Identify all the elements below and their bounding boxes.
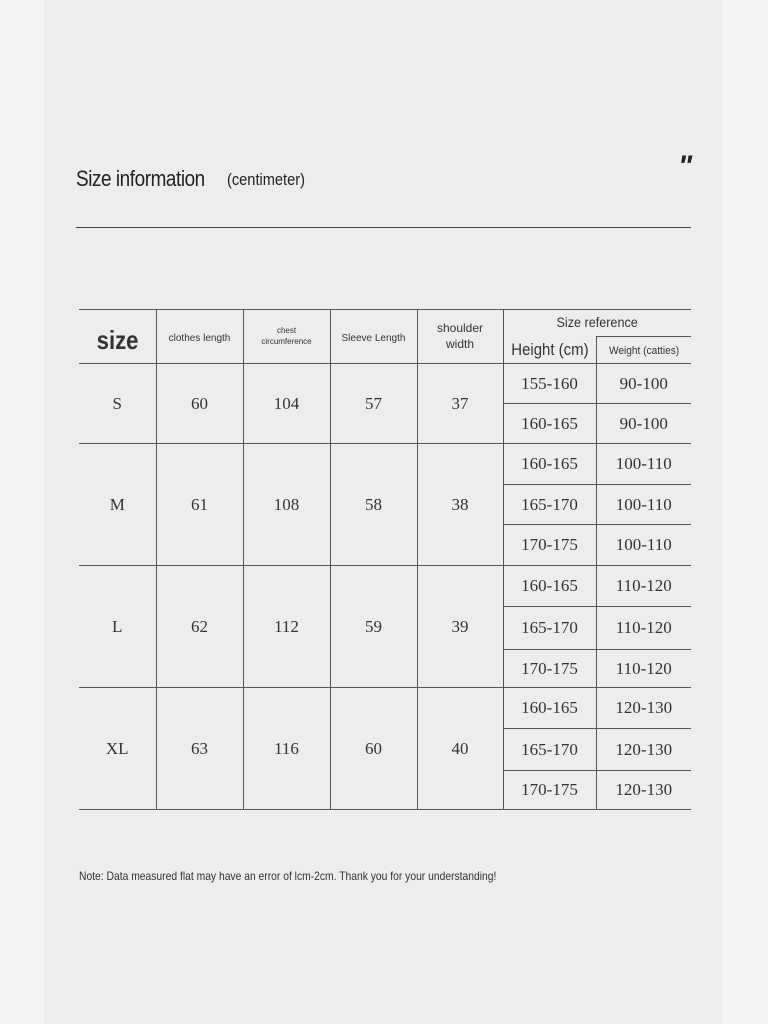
height-cell [503,566,596,607]
weight-cell [596,650,691,688]
weight-cell [596,771,691,810]
sleeve-cell [330,364,417,444]
shoulder-value: 40 [451,738,469,758]
weight-cell [596,729,691,771]
chest-value: 112 [274,616,299,636]
shoulder-value: 38 [451,494,469,514]
header-row-top [79,310,691,337]
sleeve-value: 60 [365,738,382,758]
clothes-length-cell [156,688,243,810]
chest-value: 108 [273,494,300,514]
size-value: L [112,616,123,636]
clothes-length-cell [156,566,243,688]
height-cell [503,525,596,566]
height-value: 160-165 [521,576,578,595]
height-cell [503,650,596,688]
weight-cell [596,404,691,444]
sleeve-cell [330,566,417,688]
height-cell [503,404,596,444]
weight-cell [596,525,691,566]
height-value: 160-165 [521,698,578,717]
weight-cell [596,607,691,650]
header-shoulder-cell [417,310,503,364]
weight-cell [596,444,691,485]
header-sleeve-cell [330,310,417,364]
header-shoulder-label: shoulder width [436,321,484,351]
chest-cell [243,566,330,688]
header-clothes-length-label: clothes length [168,332,231,344]
shoulder-value: 39 [451,616,469,636]
size-cell [79,444,156,566]
clothes-length-cell [156,364,243,444]
header-chest-label: chest circumference [261,325,312,346]
height-value: 160-165 [521,413,578,433]
shoulder-value: 37 [451,393,469,413]
sleeve-value: 58 [365,494,382,514]
header-reference-label: Size reference [556,314,638,330]
chest-cell [243,688,330,810]
weight-cell [596,364,691,404]
height-cell [503,771,596,810]
title-divider [76,227,691,228]
table-row [79,688,691,729]
clothes-length-value: 61 [191,494,208,514]
table-row [79,444,691,485]
shoulder-cell [417,566,503,688]
sleeve-cell [330,444,417,566]
weight-cell [596,688,691,729]
header-sleeve-label: Sleeve Length [341,332,406,344]
weight-value: 100-110 [615,494,672,514]
weight-value: 110-120 [615,658,672,678]
size-value: XL [105,738,129,758]
weight-value: 100-110 [615,535,672,554]
height-value: 170-175 [521,658,578,678]
sleeve-cell [330,688,417,810]
size-table [79,309,691,810]
size-value: M [109,494,125,514]
weight-value: 90-100 [619,373,668,393]
height-value: 170-175 [521,535,578,554]
weight-value: 110-120 [615,618,672,637]
chest-value: 104 [273,393,300,413]
chest-cell [243,444,330,566]
weight-value: 120-130 [615,780,673,799]
height-cell [503,607,596,650]
header-weight-cell [596,337,691,364]
header-weight-label: Weight (catties) [608,345,679,357]
height-value: 160-165 [521,454,578,473]
size-value: S [112,393,122,413]
header-size-cell [79,310,156,364]
height-cell [503,729,596,771]
table-row [79,364,691,404]
size-cell [79,688,156,810]
height-value: 170-175 [521,780,578,799]
shoulder-cell [417,444,503,566]
weight-value: 90-100 [619,413,668,433]
header-chest-cell [243,310,330,364]
clothes-length-value: 60 [191,393,208,413]
height-value: 155-160 [521,373,578,393]
header-clothes-length-cell [156,310,243,364]
weight-cell [596,485,691,525]
weight-cell [596,566,691,607]
weight-value: 120-130 [615,698,673,717]
measurement-note: Note: Data measured flat may have an error of lcm-2cm. Thank you for your understanding! [79,869,497,883]
height-cell [503,444,596,485]
unit-subtitle: (centimeter) [227,170,305,189]
shoulder-cell [417,364,503,444]
sleeve-value: 59 [365,616,382,636]
table-row [79,566,691,607]
weight-value: 120-130 [615,739,673,759]
page-title: Size information [76,166,205,191]
height-cell [503,688,596,729]
header-height-label: Height (cm) [510,339,589,359]
height-cell [503,364,596,404]
quote-mark-icon: " [678,150,693,183]
chest-value: 116 [274,738,299,758]
header-size-label: size [96,325,139,355]
header-reference-cell [503,310,691,337]
chest-cell [243,364,330,444]
weight-value: 110-120 [615,576,672,595]
size-cell [79,566,156,688]
clothes-length-value: 63 [191,738,208,758]
height-value: 165-170 [521,618,578,637]
sleeve-value: 57 [365,393,382,413]
height-value: 165-170 [521,494,578,514]
clothes-length-cell [156,444,243,566]
shoulder-cell [417,688,503,810]
height-value: 165-170 [521,739,578,759]
size-cell [79,364,156,444]
header-height-cell [503,337,596,364]
weight-value: 100-110 [615,454,672,473]
height-cell [503,485,596,525]
clothes-length-value: 62 [191,616,208,636]
